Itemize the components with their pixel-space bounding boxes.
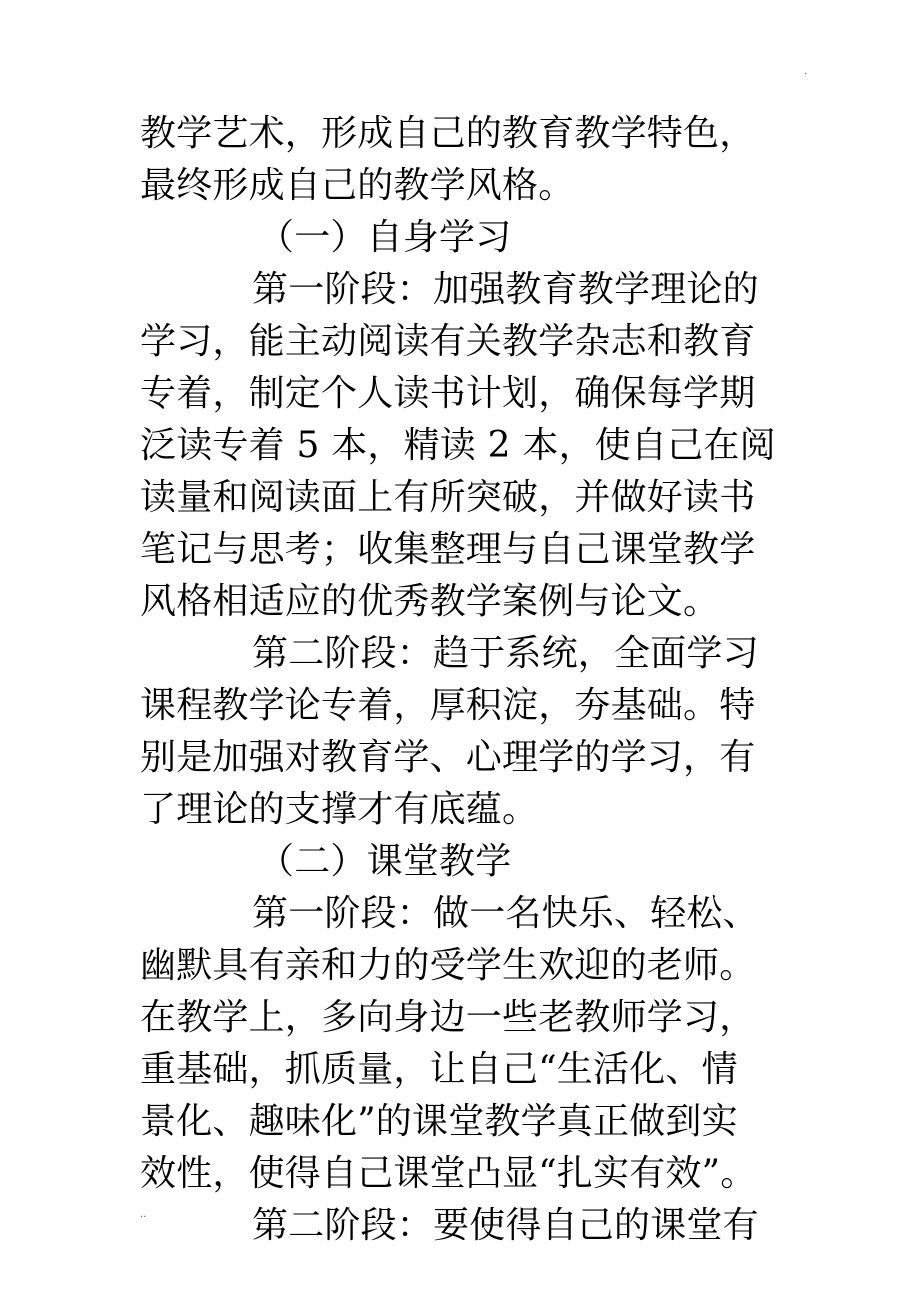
footer-mark: .. xyxy=(140,1209,147,1220)
text-line: 风格相适应的优秀教学案例与论文。 xyxy=(140,581,720,622)
paragraph-start: 第二阶段：趋于系统，全面学习 xyxy=(252,633,759,674)
text-line: 教学艺术，形成自己的教育教学特色， xyxy=(140,113,756,154)
paragraph-start: 第二阶段：要使得自己的课堂有 xyxy=(252,1205,759,1246)
body-text xyxy=(140,108,776,1252)
text-line: 读量和阅读面上有所突破，并做好读书 xyxy=(140,477,756,518)
paragraph-start: 第一阶段：做一名快乐、轻松、 xyxy=(252,893,759,934)
section-heading-classroom-teaching: （二）课堂教学 xyxy=(258,841,512,882)
text-line: 效性，使得自己课堂凸显“扎实有效”。 xyxy=(140,1153,757,1194)
text-line: 在教学上，多向身边一些老教师学习， xyxy=(140,997,756,1038)
text-line: 别是加强对教育学、心理学的学习，有 xyxy=(140,737,756,778)
text-line: 课程教学论专着，厚积淀，夯基础。特 xyxy=(140,685,756,726)
text-line: 重基础，抓质量，让自己“生活化、情 xyxy=(140,1049,738,1090)
text-line: 笔记与思考；收集整理与自己课堂教学 xyxy=(140,529,756,570)
text-line: 专着，制定个人读书计划，确保每学期 xyxy=(140,373,756,414)
header-mark: · xyxy=(804,69,808,80)
paragraph-start: 第一阶段：加强教育教学理论的 xyxy=(252,269,759,310)
text-line: 泛读专着 5 本，精读 2 本，使自己在阅 xyxy=(140,425,776,466)
section-heading-self-study: （一）自身学习 xyxy=(258,217,512,258)
text-line: 最终形成自己的教学风格。 xyxy=(140,165,575,206)
text-line: 幽默具有亲和力的受学生欢迎的老师。 xyxy=(140,945,756,986)
text-line: 学习，能主动阅读有关教学杂志和教育 xyxy=(140,321,756,362)
text-line: 了理论的支撑才有底蕴。 xyxy=(140,789,539,830)
text-line: 景化、趣味化”的课堂教学真正做到实 xyxy=(140,1101,738,1142)
